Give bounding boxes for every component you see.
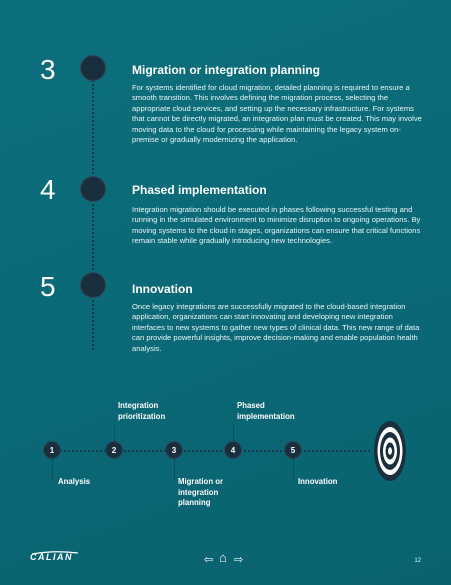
section-number: 3 bbox=[40, 54, 56, 85]
section-body: For systems identified for cloud migration, detailed planning is required to ensure a smooth transition. This involves defining the migration process, selecting the appropriate cloud services, and setting up the necessary infrastructure. For systems that cannot be directly migrated, an integration plan must be created. This may involve moving data to the cloud for processing while maintaining the legacy system on-premise or gradually modernizing the application. bbox=[132, 83, 422, 145]
timeline-node-2: 2 bbox=[105, 441, 123, 459]
section-title: Migration or integration planning bbox=[132, 63, 320, 77]
timeline-tick bbox=[52, 459, 53, 479]
vertical-connector bbox=[92, 80, 94, 350]
timeline-tick bbox=[233, 424, 234, 441]
timeline-node-1: 1 bbox=[43, 441, 61, 459]
section-body: Integration migration should be executed in phases following successful testing and running in the simulated environment to minimize disruption to ongoing operations. By moving systems to the cloud in stages, organizations can ensure that critical functions remain stable while gradually introducing new technologies. bbox=[132, 205, 421, 246]
section-node bbox=[80, 176, 106, 202]
timeline-line bbox=[52, 450, 370, 452]
timeline-label-4: Phased implementation bbox=[237, 401, 295, 421]
page-number: 12 bbox=[414, 558, 421, 564]
home-icon[interactable]: ⌂ bbox=[219, 550, 227, 565]
timeline-node-4: 4 bbox=[224, 441, 242, 459]
section-title: Phased implementation bbox=[132, 183, 267, 197]
timeline-label-1: Analysis bbox=[58, 477, 91, 486]
target-icon bbox=[373, 420, 407, 482]
timeline-label-2: Integration prioritization bbox=[118, 401, 166, 421]
section-node bbox=[80, 55, 106, 81]
section-node bbox=[80, 272, 106, 298]
section-body: Once legacy integrations are successfully migrated to the cloud-based integration application, organizations can start innovating and developing new integration interfaces to new systems to gather new types of clinical data. This new range of data can provide powerful insights, improve decision-making and enable population health analysis. bbox=[132, 302, 420, 353]
timeline-label-3: Migration or integration planning bbox=[178, 477, 224, 507]
next-page-icon[interactable]: ⇨ bbox=[234, 554, 244, 566]
calian-logo: CALIAN bbox=[30, 552, 73, 562]
section-number: 4 bbox=[40, 174, 56, 205]
timeline-tick bbox=[114, 424, 115, 441]
section-title: Innovation bbox=[132, 282, 193, 296]
timeline-label-5: Innovation bbox=[298, 477, 338, 486]
prev-page-icon[interactable]: ⇦ bbox=[204, 554, 214, 566]
timeline-tick bbox=[293, 459, 294, 479]
section-number: 5 bbox=[40, 271, 56, 302]
timeline-node-3: 3 bbox=[165, 441, 183, 459]
timeline-node-5: 5 bbox=[284, 441, 302, 459]
timeline-tick bbox=[174, 459, 175, 479]
